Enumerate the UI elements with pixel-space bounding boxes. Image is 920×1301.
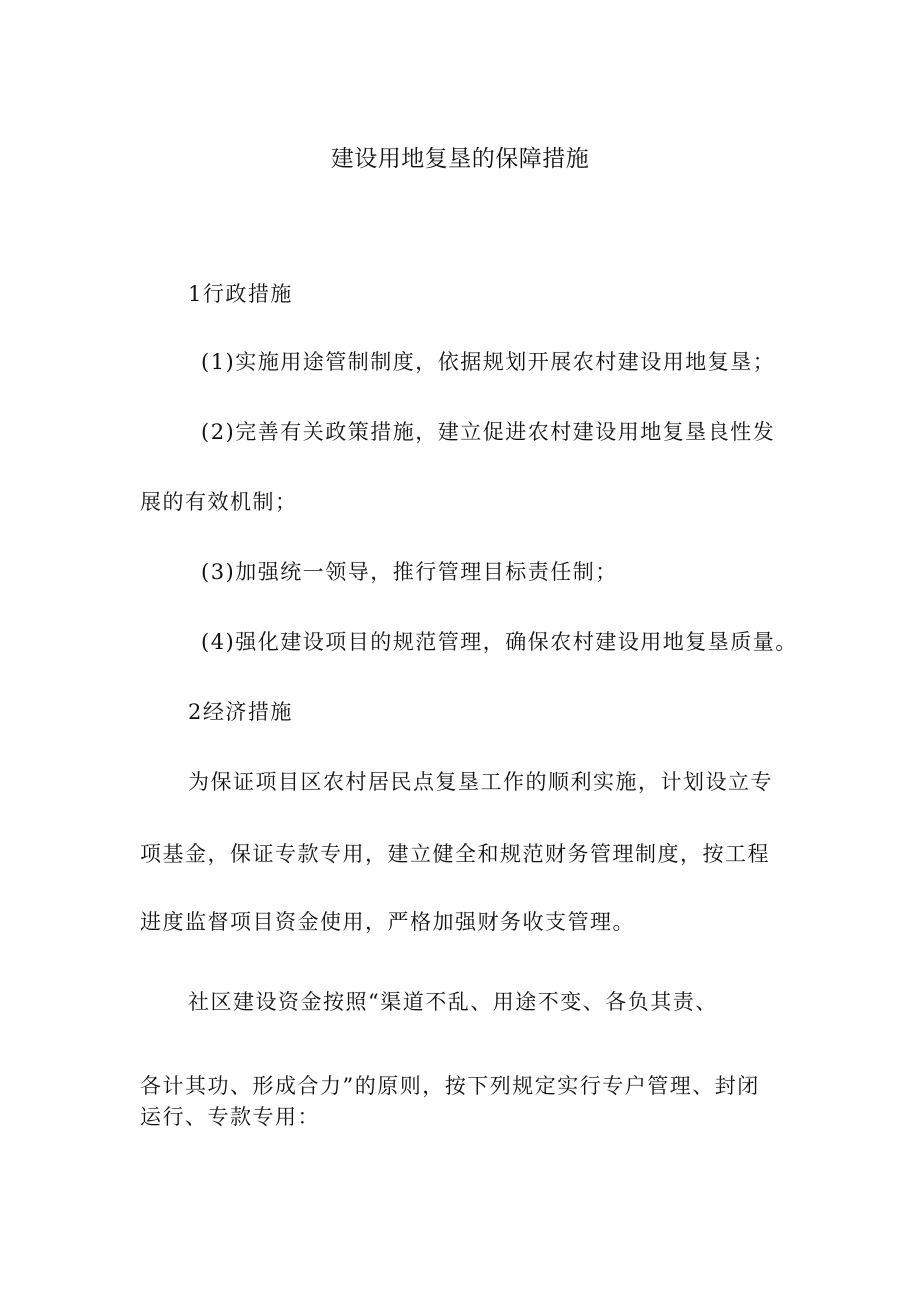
- paragraph-line: 为保证项目区农村居民点复垦工作的顺利实施，计划设立专: [188, 770, 773, 794]
- paragraph-line: (2)完善有关政策措施，建立促进农村建设用地复垦良性发: [201, 420, 776, 444]
- section-heading-economic: 2经济措施: [188, 700, 293, 724]
- paragraph-line: 项基金，保证专款专用，建立健全和规范财务管理制度，按工程: [140, 842, 770, 866]
- paragraph-line: 各计其功、形成合力”的原则，按下列规定实行专户管理、封闭: [140, 1074, 760, 1098]
- paragraph-line: (3)加强统一领导，推行管理目标责任制；: [201, 560, 618, 584]
- paragraph-line: (4)强化建设项目的规范管理，确保农村建设用地复垦质量。: [201, 630, 798, 654]
- paragraph-line: 运行、专款专用：: [140, 1105, 320, 1129]
- paragraph-line: (1)实施用途管制制度，依据规划开展农村建设用地复垦；: [201, 350, 776, 374]
- paragraph-line: 展的有效机制；: [140, 490, 298, 514]
- document-title: 建设用地复垦的保障措施: [330, 146, 590, 172]
- paragraph-line: 社区建设资金按照“渠道不乱、用途不变、各负其责、: [188, 990, 718, 1014]
- paragraph-line: 进度监督项目资金使用，严格加强财务收支管理。: [140, 910, 635, 934]
- section-heading-administrative: 1行政措施: [188, 282, 293, 306]
